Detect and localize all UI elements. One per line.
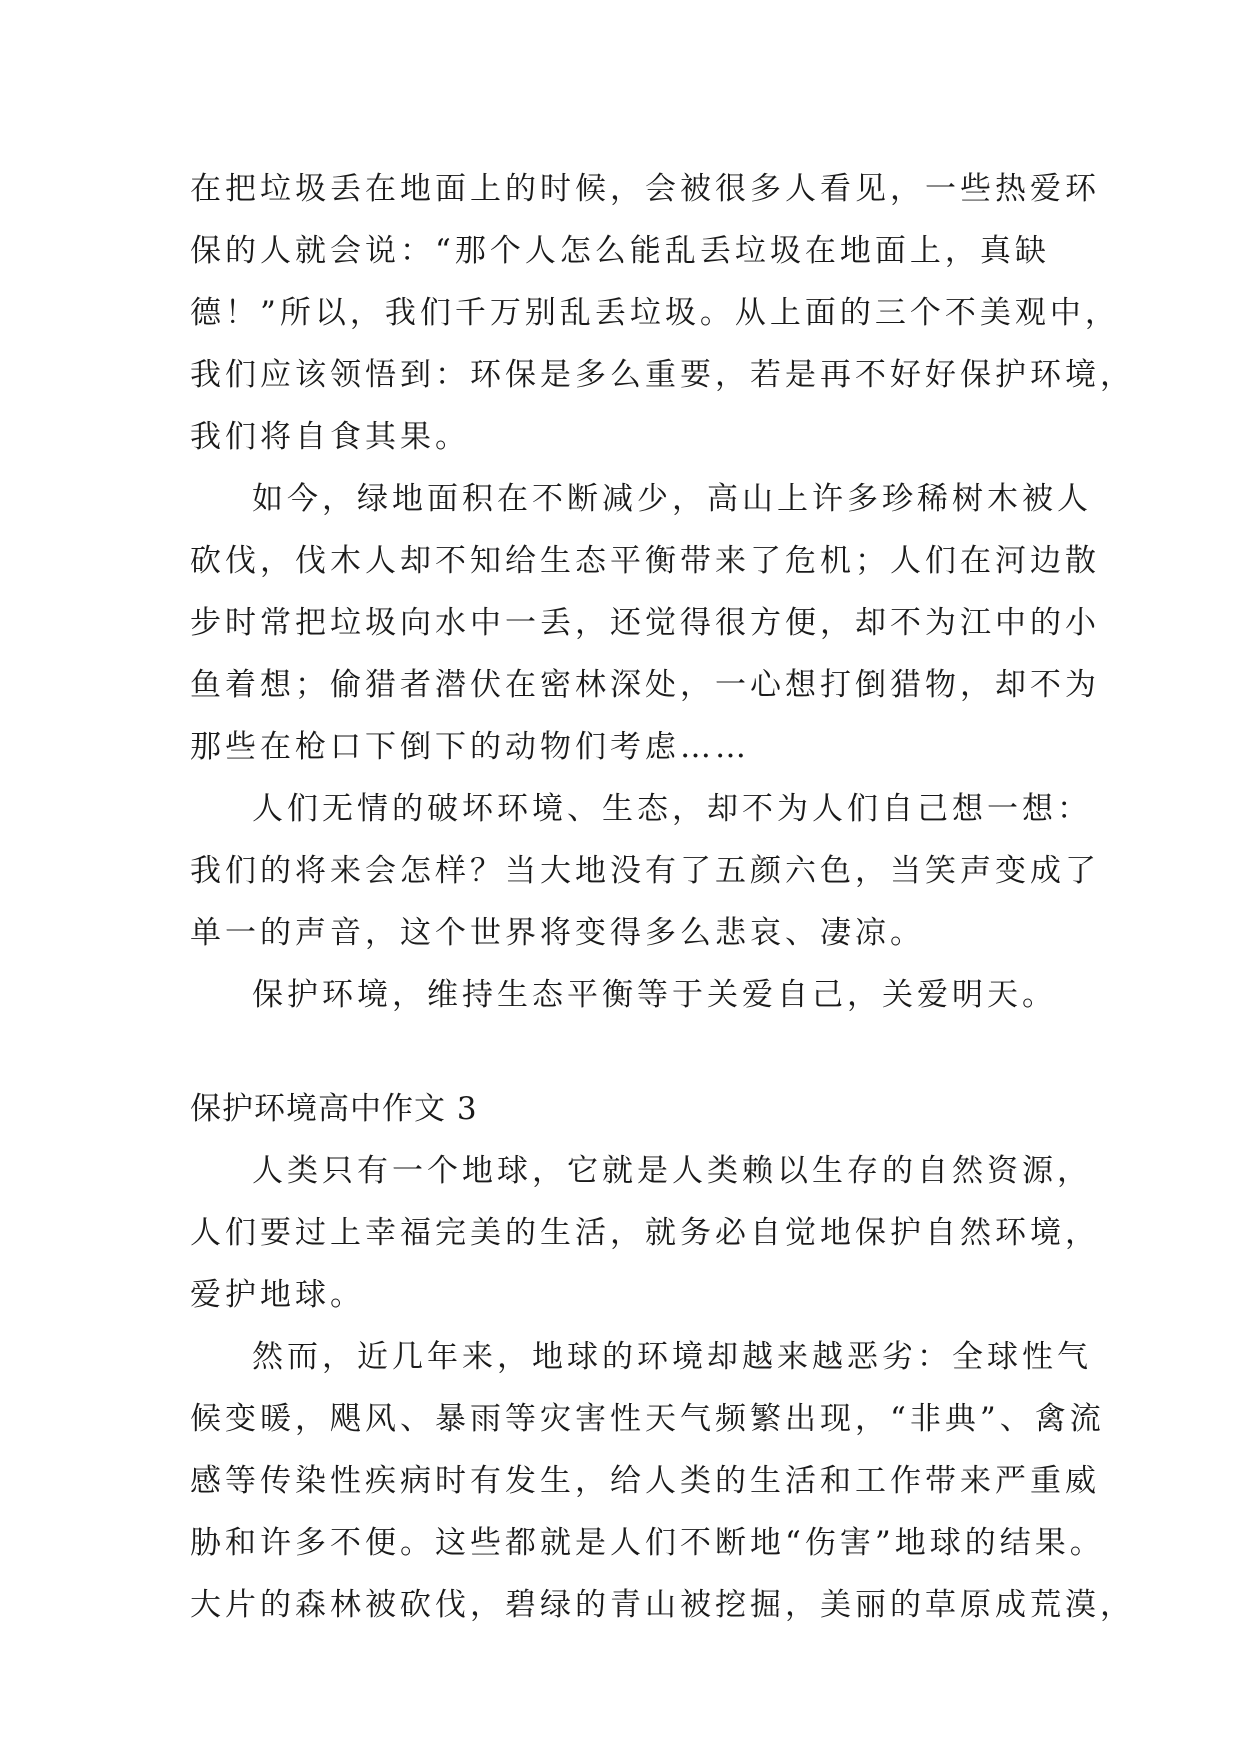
paragraph: [190, 778, 1100, 964]
text-line: 如今，绿地面积在不断减少，高山上许多珍稀树木被人: [252, 481, 1092, 517]
section-title: 保护环境高中作文 3: [190, 1091, 478, 1127]
text-line: 感等传染性疾病时有发生，给人类的生活和工作带来严重威: [190, 1463, 1100, 1499]
text-line: 我们的将来会怎样？当大地没有了五颜六色，当笑声变成了: [190, 853, 1100, 889]
text-line: 德！”所以，我们千万别乱丢垃圾。从上面的三个不美观中，: [190, 295, 1120, 331]
text-line: 保护环境，维持生态平衡等于关爱自己，关爱明天。: [252, 977, 1057, 1013]
text-line: 保的人就会说：“那个人怎么能乱丢垃圾在地面上，真缺: [190, 233, 1050, 269]
text-line: 候变暖，飓风、暴雨等灾害性天气频繁出现，“非典”、禽流: [190, 1401, 1105, 1437]
text-line: 然而，近几年来，地球的环境却越来越恶劣：全球性气: [252, 1339, 1092, 1375]
text-line: 步时常把垃圾向水中一丢，还觉得很方便，却不为江中的小: [190, 605, 1100, 641]
section-gap: [190, 1026, 1090, 1078]
text-line: 我们将自食其果。: [190, 419, 470, 455]
text-line: 砍伐，伐木人却不知给生态平衡带来了危机；人们在河边散: [190, 543, 1100, 579]
paragraph: [190, 468, 1100, 778]
paragraph: [190, 1326, 1135, 1636]
text-line: 人们无情的破坏环境、生态，却不为人们自己想一想：: [252, 791, 1092, 827]
text-line: 人们要过上幸福完美的生活，就务必自觉地保护自然环境，: [190, 1215, 1100, 1251]
text-line: 鱼着想；偷猎者潜伏在密林深处，一心想打倒猎物，却不为: [190, 667, 1100, 703]
text-line: 胁和许多不便。这些都就是人们不断地“伤害”地球的结果。: [190, 1525, 1105, 1561]
text-line: 我们应该领悟到：环保是多么重要，若是再不好好保护环境，: [190, 357, 1135, 393]
paragraph: [190, 1140, 1100, 1326]
text-line: 爱护地球。: [190, 1277, 365, 1313]
paragraph: [190, 964, 1090, 1026]
text-line: 那些在枪口下倒下的动物们考虑……: [190, 729, 750, 765]
text-line: 大片的森林被砍伐，碧绿的青山被挖掘，美丽的草原成荒漠，: [190, 1587, 1135, 1623]
text-line: 人类只有一个地球，它就是人类赖以生存的自然资源，: [252, 1153, 1092, 1189]
document-body: [190, 158, 1135, 1636]
text-line: 在把垃圾丢在地面上的时候，会被很多人看见，一些热爱环: [190, 171, 1100, 207]
paragraph: [190, 158, 1135, 468]
text-line: 单一的声音，这个世界将变得多么悲哀、凄凉。: [190, 915, 925, 951]
